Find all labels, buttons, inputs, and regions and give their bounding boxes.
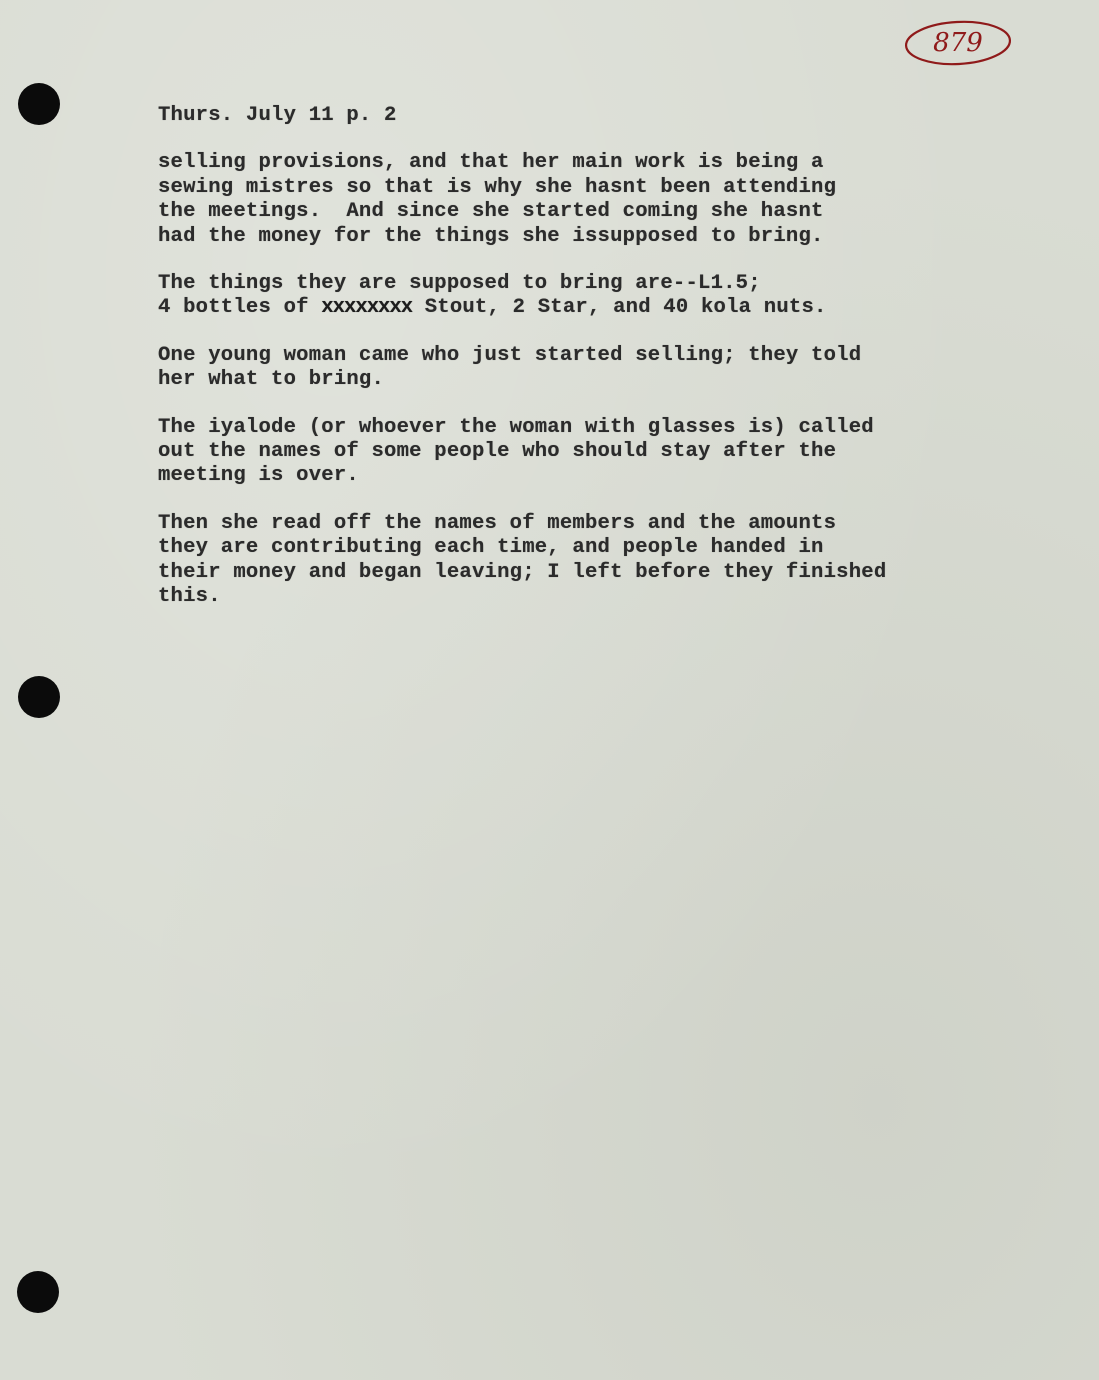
paragraph-2 [158, 272, 1058, 321]
paragraph-1 [158, 151, 1058, 249]
paragraph-3 [158, 344, 1058, 393]
paragraph-5 [158, 512, 1058, 610]
typed-strikeout: xxxxxxxx [321, 296, 413, 320]
text-line: the meetings. And since she started coming she hasnt [158, 200, 824, 224]
text-line: this. [158, 585, 221, 609]
typed-notes [158, 104, 1058, 633]
text-line: her what to bring. [158, 368, 385, 392]
text-line: meeting is over. [158, 464, 359, 488]
text-line: One young woman came who just started selling; they told [158, 343, 862, 367]
text-line: selling provisions, and that her main work is being a [158, 151, 824, 175]
text-line: The iyalode (or whoever the woman with glasses is) called [158, 415, 874, 439]
text-line: had the money for the things she issupposed to bring. [158, 224, 824, 248]
handwritten-page-number [904, 18, 1014, 68]
punch-hole-top [18, 83, 60, 125]
text-line: The things they are supposed to bring are--L1.5; [158, 272, 761, 296]
text-line-with-strikeout [158, 296, 1058, 320]
page-number-text: 879 [933, 28, 983, 58]
text-line: Then she read off the names of members and the amounts [158, 511, 837, 535]
text-segment: 4 bottles of [158, 296, 322, 320]
punch-hole-middle [18, 676, 60, 718]
punch-hole-bottom [17, 1271, 59, 1313]
text-line: they are contributing each time, and people handed in [158, 536, 824, 560]
page-heading: Thurs. July 11 p. 2 [158, 104, 397, 127]
text-line: sewing mistres so that is why she hasnt been attending [158, 175, 837, 199]
text-line: out the names of some people who should stay after the [158, 440, 837, 464]
paragraph-4 [158, 416, 1058, 489]
text-line: their money and began leaving; I left before they finished [158, 560, 887, 584]
text-segment: Stout, 2 Star, and 40 kola nuts. [412, 296, 827, 320]
